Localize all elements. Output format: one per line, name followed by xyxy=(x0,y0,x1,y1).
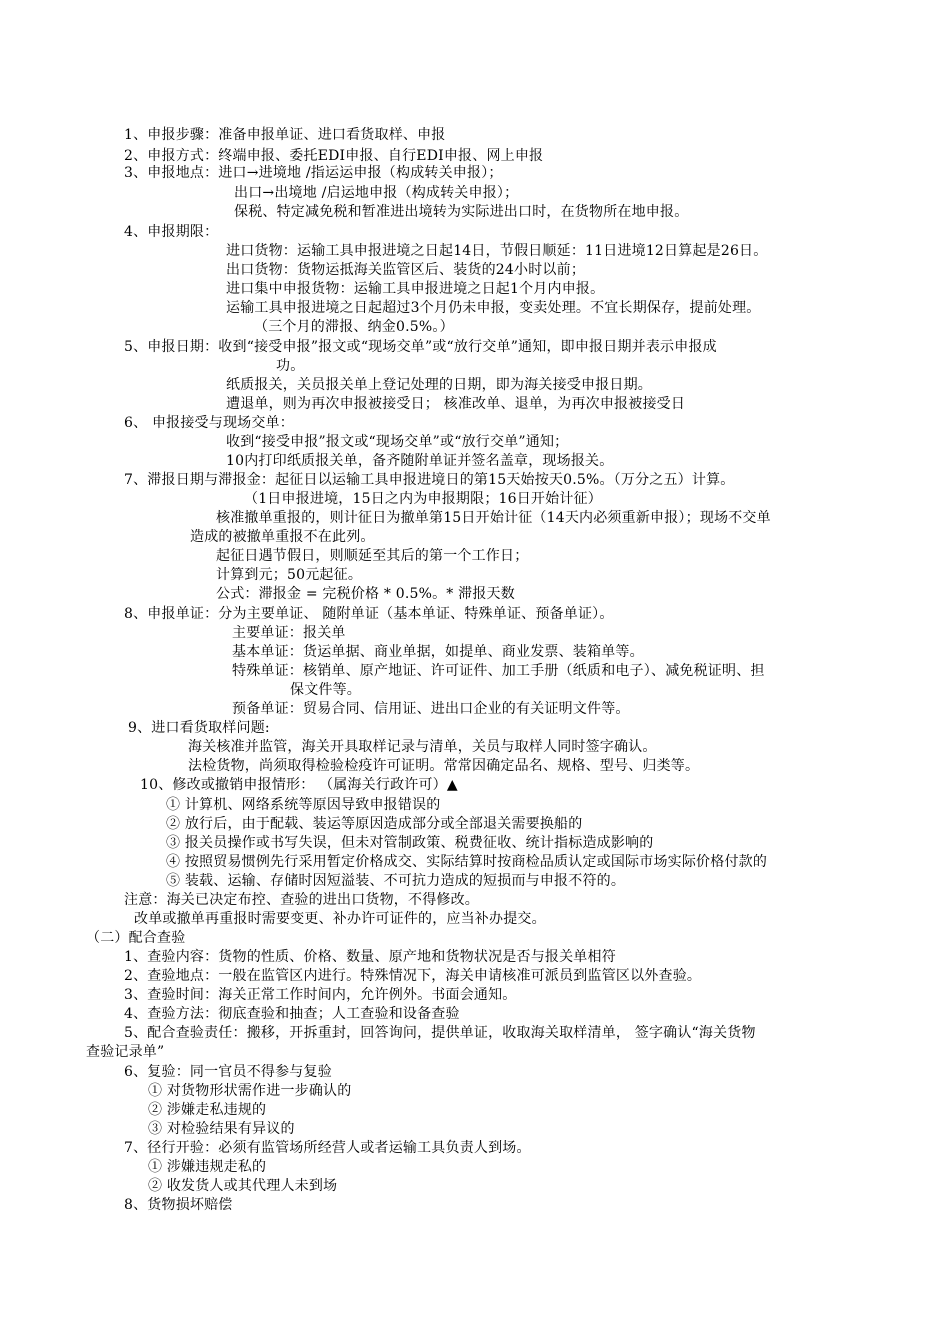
text-line: 8、货物损坏赔偿 xyxy=(124,1197,233,1213)
text-line: 收到“接受申报”报文或“现场交单”或“放行交单”通知； xyxy=(226,434,569,450)
text-line: 计算到元；50元起征。 xyxy=(216,567,363,583)
text-line: ⑤ 装载、运输、存储时因短溢装、不可抗力造成的短损而与申报不符的。 xyxy=(166,873,626,889)
text-line: ① 对货物形状需作进一步确认的 xyxy=(148,1083,352,1099)
text-line: 法检货物，尚须取得检验检疫许可证明。常常因确定品名、规格、型号、归类等。 xyxy=(188,758,700,774)
text-line: 8、申报单证：分为主要单证、 随附单证（基本单证、特殊单证、预备单证）。 xyxy=(124,606,614,622)
text-line: 功。 xyxy=(276,358,305,374)
text-line: 1、查验内容：货物的性质、价格、数量、原产地和货物状况是否与报关单相符 xyxy=(124,949,616,965)
text-line: 6、复验：同一官员不得参与复验 xyxy=(124,1064,332,1080)
text-line: 保税、特定减免税和暂准进出境转为实际进出口时，在货物所在地申报。 xyxy=(234,204,689,220)
text-line: ① 计算机、网络系统等原因导致申报错误的 xyxy=(166,797,441,813)
text-line: 10内打印纸质报关单，备齐随附单证并签名盖章，现场报关。 xyxy=(226,453,614,469)
text-line: ④ 按照贸易惯例先行采用暂定价格成交、实际结算时按商检品质认定或国际市场实际价格付款的 xyxy=(166,854,768,870)
text-line: 进口货物：运输工具申报进境之日起14日，节假日顺延：11日进境12日算起是26日。 xyxy=(226,243,768,259)
text-line: 查验记录单” xyxy=(86,1044,165,1060)
text-line: 5、配合查验责任：搬移，开拆重封，回答询问，提供单证，收取海关取样清单， 签字确认“海关货物 xyxy=(124,1025,756,1041)
text-line: 保文件等。 xyxy=(290,682,361,698)
text-line: 遭退单，则为再次申报被接受日； 核准改单、退单，为再次申报被接受日 xyxy=(226,396,686,412)
text-line: 10、修改或撤销申报情形： （属海关行政许可）▲ xyxy=(140,777,458,793)
text-line: 7、滞报日期与滞报金：起征日以运输工具申报进境日的第15天始按天0.5%。（万分之五）计算。 xyxy=(124,472,735,488)
text-line: 3、申报地点：进口→进境地 /指运运申报（构成转关申报）； xyxy=(124,165,503,181)
section-heading: （二）配合查验 xyxy=(86,930,186,946)
text-line: 4、查验方法：彻底查验和抽查；人工查验和设备查验 xyxy=(124,1006,460,1022)
text-line: 起征日遇节假日，则顺延至其后的第一个工作日； xyxy=(216,548,529,564)
text-line: 公式：滞报金 = 完税价格 * 0.5%。* 滞报天数 xyxy=(216,586,515,602)
text-line: （三个月的滞报、纳金0.5%。） xyxy=(254,319,454,335)
text-line: 4、申报期限： xyxy=(124,224,219,240)
text-line: 2、申报方式：终端申报、委托EDI申报、自行EDI申报、网上申报 xyxy=(124,148,544,164)
text-line: 5、申报日期：收到“接受申报”报文或“现场交单”或“放行交单”通知，即申报日期并表示申报成 xyxy=(124,339,717,355)
text-line: 纸质报关，关员报关单上登记处理的日期，即为海关接受申报日期。 xyxy=(226,377,652,393)
text-line: ② 涉嫌走私违规的 xyxy=(148,1102,267,1118)
text-line: 主要单证：报关单 xyxy=(232,625,346,641)
text-line: 特殊单证：核销单、原产地证、许可证件、加工手册（纸质和电子）、减免税证明、担 xyxy=(232,663,765,679)
text-line: 9、进口看货取样问题: xyxy=(128,720,270,736)
text-line: ② 放行后，由于配载、装运等原因造成部分或全部退关需要换船的 xyxy=(166,816,583,832)
text-line: 出口货物：货物运抵海关监管区后、装货的24小时以前； xyxy=(226,262,586,278)
text-line: 核准撤单重报的，则计征日为撤单第15日开始计征（14天内必须重新申报）；现场不交单 xyxy=(216,510,771,526)
text-line: 进口集中申报货物：运输工具申报进境之日起1个月内申报。 xyxy=(226,281,605,297)
text-line: ② 收发货人或其代理人未到场 xyxy=(148,1178,338,1194)
text-line: 改单或撤单再重报时需要变更、补办许可证件的，应当补办提交。 xyxy=(134,911,546,927)
text-line: 出口→出境地 /启运地申报（构成转关申报）； xyxy=(234,185,519,201)
text-line: 7、径行开验：必须有监管场所经营人或者运输工具负责人到场。 xyxy=(124,1140,531,1156)
text-line: ③ 报关员操作或书写失误，但未对管制政策、税费征收、统计指标造成影响的 xyxy=(166,835,654,851)
text-line: 注意：海关已决定布控、查验的进出口货物，不得修改。 xyxy=(124,892,479,908)
text-line: 1、申报步骤：准备申报单证、进口看货取样、申报 xyxy=(124,127,446,143)
text-line: （1日申报进境，15日之内为申报期限；16日开始计征） xyxy=(244,491,602,507)
text-line: ③ 对检验结果有异议的 xyxy=(148,1121,295,1137)
text-line: 海关核准并监管，海关开具取样记录与清单，关员与取样人同时签字确认。 xyxy=(188,739,657,755)
text-line: 3、查验时间：海关正常工作时间内，允许例外。书面会通知。 xyxy=(124,987,517,1003)
text-line: 2、查验地点：一般在监管区内进行。特殊情况下，海关申请核准可派员到监管区以外查验。 xyxy=(124,968,702,984)
text-line: 基本单证：货运单据、商业单据，如提单、商业发票、装箱单等。 xyxy=(232,644,644,660)
text-line: 造成的被撤单重报不在此列。 xyxy=(190,529,375,545)
text-line: ① 涉嫌违规走私的 xyxy=(148,1159,267,1175)
text-line: 运输工具申报进境之日起超过3个月仍未申报，变卖处理。不宜长期保存，提前处理。 xyxy=(226,300,761,316)
text-line: 6、 申报接受与现场交单： xyxy=(124,415,294,431)
text-line: 预备单证：贸易合同、信用证、进出口企业的有关证明文件等。 xyxy=(232,701,630,717)
